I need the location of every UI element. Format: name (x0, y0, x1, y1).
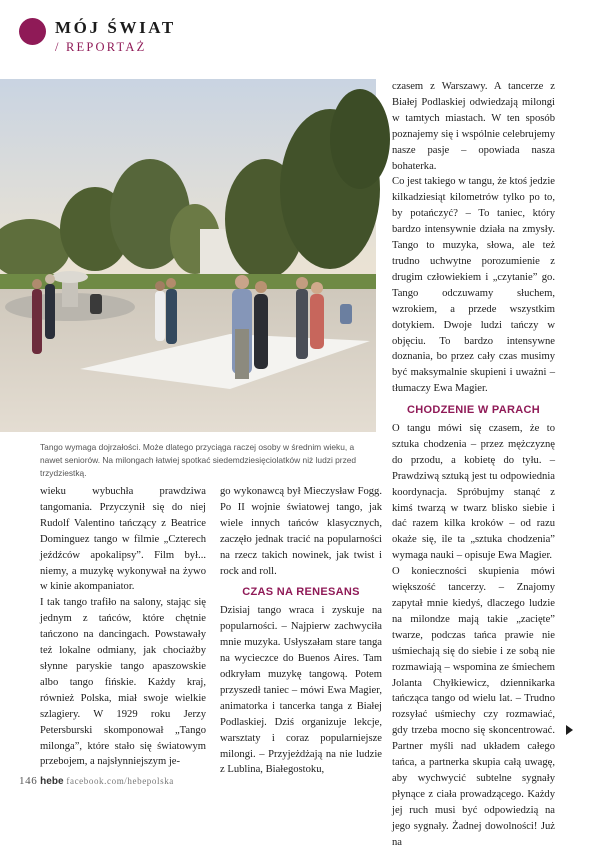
section-dot-icon (19, 18, 46, 45)
section-heading: CHODZENIE W PARACH (407, 404, 540, 417)
paragraph: O tangu mówi się czasem, że to sztuka chodzenia – przez mężczyznę do przodu, a kobietę do tyłu. – Prawdziwą sztuką jest tu odpowiednia koordynacja. Spróbujmy stanąć z kimś twarzą w twarz blisko siebie i dać razem kilka kroków – od razu okaże się, ile ta „sztuka chodzenia” wymaga nauki – opisuje Ewa Magier. (392, 423, 555, 562)
article-column-3 (392, 79, 555, 851)
brand-logo: hebe (40, 776, 64, 787)
paragraph: czasem z Warszawy. A tancerze z Białej Podlaskiej odwiedzają milongi w tamtych miastach. W ten sposób poznajemy się i wspólnie celebrujemy nasze pasje – opowiada nasza bohaterka. (392, 81, 555, 172)
paragraph: Co jest takiego w tangu, że ktoś jedzie kilkadziesiąt kilometrów tylko po to, by potańczyć? – To taniec, który bardzo intensywnie działa na zmysły. Tango to muzyka, słowa, ale też trudno uchwytne porozumienie z drugim człowiekiem i „czytanie” go. Tango odczuwamy słuchem, wzrokiem, a przede wszystkim dotykiem. Dwoje ludzi tańczy w objęciu. To bardzo intensywne doznania, bo przez cały czas musimy być maksymalnie skupieni i uważni – tłumaczy Ewa Magier. (392, 176, 555, 395)
paragraph: I tak tango trafiło na salony, stając się jednym z tańców, które chętnie tańczono na dancingach. Powstawały też lokalne odmiany, jak chociażby słynne paryskie tango apaszowskie albo tango fińskie. Każdy kraj, również Polska, miał swoje wielkie szlagiery. W 1929 roku Jerzy Petersburski skomponował „Tango milonga”, które stało się światowym przebojem, a najsłynniejszym je- (40, 597, 206, 768)
paragraph: go wykonawcą był Mieczysław Fogg. Po II wojnie światowej tango, jak wiele innych tańców klasycznych, zaczęło jednak tracić na popularności na rzecz takich nowinek, jak twist i rock and roll. (220, 486, 382, 577)
section-subtitle: / REPORTAŻ (55, 40, 147, 54)
section-heading: CZAS NA RENESANS (242, 586, 360, 599)
paragraph: Dzisiaj tango wraca i zyskuje na popularności. – Najpierw zachwyciła mnie muzyka. Usłyszałam stare tanga na wycieczce do Buenos Aires. Tam odkryłam muzykę tangową. Potem przyszedł taniec – mówi Ewa Magier, animatorka i tancerka tanga z Białej Podlaskiej. Dziś organizuje lekcje, warsztaty i coraz popularniejsze milongi. – Przyjeżdżają na nie ludzie z Lublina, Białegostoku, (220, 605, 382, 776)
page-footer (19, 775, 174, 787)
article-column-1 (40, 484, 206, 770)
photo-caption: Tango wymaga dojrzałości. Może dlatego przyciąga raczej osoby w średnim wieku, a nawet seniorów. Na milongach łatwiej spotkać siedemdziesięciolatków niż ludzi przed trzydziestką. (40, 442, 357, 478)
article-column-2 (220, 484, 382, 778)
paragraph: O konieczności skupienia mówi większość tancerzy. – Znajomy zapytał mnie kiedyś, dlaczego ludzie na milondze mają takie „zacięte” twarze, podczas tańca prawie nie uśmiechają się do siebie i ze sobą nie rozmawiają – wspomina ze śmiechem Jolanta Chyłkiewicz, dziennikarka tańcząca tango od wielu lat. – Trudno rozsyłać uśmiechy czy rozmawiać, gdy trzeba mocno się skoncentrować. Partner myśli nad układem całego tańca, a partnerka skupia całą uwagę, aby wychwycić subtelne sygnały płynące z ciała prowadzącego. Każdy jej ruch musi być odpowiedzią na jego sygnały. Żadnej dowolności! Już na (392, 566, 555, 848)
tango-dancers-photo (0, 79, 376, 432)
paragraph: wieku wybuchła prawdziwa tangomania. Przyczynił się do niej Rudolf Valentino tańczący z Beatrice Dominguez tango w filmie „Czterech jeźdźców apokalipsy”. Film był... niemy, a muzykę wykonywał na żywo w kinie akompaniator. (40, 486, 206, 593)
footer-url: facebook.com/hebepolska (66, 776, 174, 786)
section-title: MÓJ ŚWIAT (55, 18, 176, 37)
continue-triangle-right-icon (566, 725, 573, 735)
page-number: 146 (19, 775, 38, 787)
